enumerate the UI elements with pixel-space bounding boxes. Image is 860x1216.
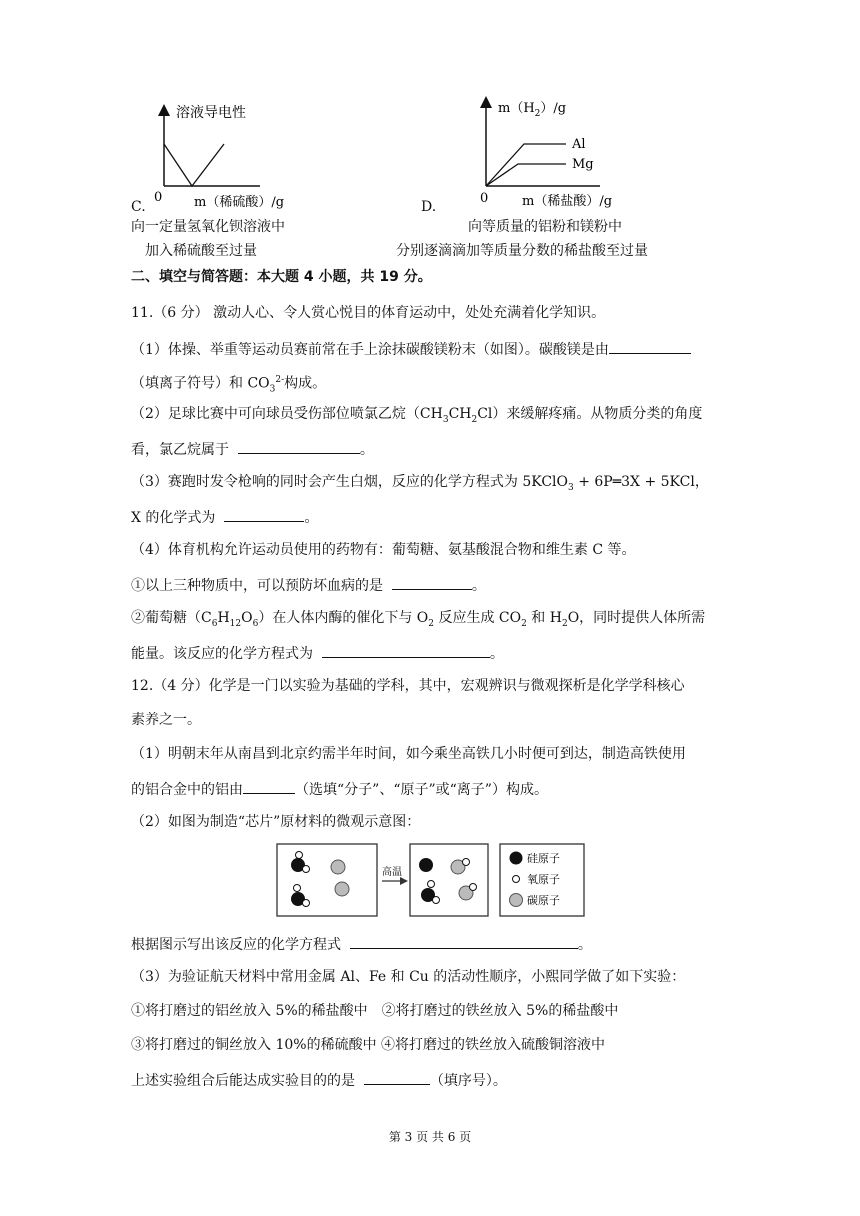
- o-atom: [294, 885, 301, 892]
- legend-o-icon: [513, 876, 520, 883]
- graph-d-ylabel: $m(H_2)/g$: [498, 101, 567, 119]
- q12-part3-answer-line: 上述实验组合后能达成实验目的的是 （填序号）。: [131, 1070, 507, 1090]
- graph-d-curve-al: [486, 144, 566, 186]
- q11-part2-line2: 看，氯乙烷属于 。: [131, 439, 374, 459]
- graph-c-option: C.: [131, 199, 146, 215]
- graph-c-curve: [164, 144, 224, 186]
- q12-part2-equation-line: 根据图示写出该反应的化学方程式 。: [131, 934, 592, 954]
- q11-part4-line3: ②葡萄糖$(C_6H_{12}O_6)$在人体内酶的催化下与 $O_2$ 反应生成 $CO_2$ 和 $H_2O$，同时提供人体所需: [131, 610, 706, 629]
- graph-d-caption-line2: 分别逐滴滴加等质量分数的稀盐酸至过量: [396, 243, 648, 259]
- q11-part1-line1: （1）体操、举重等运动员赛前常在手上涂抹碳酸镁粉末（如图）。碳酸镁是由: [131, 339, 691, 359]
- q11-part1-line2: （填离子符号）和 $CO_3^{2-}$构成。: [131, 375, 327, 395]
- arrow-label: 高温: [382, 867, 402, 878]
- section-title: 二、填空与简答题：本大题 4 小题，共 19 分。: [131, 269, 432, 285]
- q12-experiments-line2: ③将打磨过的铜丝放入 10%的稀硫酸中 ④将打磨过的铁丝放入硫酸铜溶液中: [131, 1037, 606, 1053]
- q12-part1-line2: 的铝合金中的铝由 （选填“分子”、“原子”或“离子”）构成。: [131, 779, 548, 799]
- legend-c-icon: [510, 894, 523, 907]
- graph-d-label-al: Al: [572, 137, 586, 152]
- o-atom: [470, 884, 477, 891]
- products-box: [410, 844, 488, 916]
- o-atom: [303, 866, 310, 873]
- q12-stem-line2: 素养之一。: [131, 712, 201, 728]
- graph-d-xlabel: m（稀盐酸）/g: [522, 194, 613, 209]
- q12-part3-intro: （3）为验证航天材料中常用金属 Al、Fe 和 Cu 的活动性顺序，小熙同学做了如下实验：: [131, 969, 686, 985]
- legend-o-label: 氧原子: [527, 873, 560, 886]
- q11-part4-line4: 能量。该反应的化学方程式为 。: [131, 643, 504, 663]
- reaction-arrowhead: [400, 877, 408, 885]
- graph-d-option: D.: [421, 199, 437, 215]
- q12-stem-line1: 12.（4 分）化学是一门以实验为基础的学科，其中，宏观辨识与微观探析是化学学科核心: [131, 678, 685, 694]
- graph-c: [120, 100, 320, 210]
- o-atom: [433, 897, 440, 904]
- q11-part1-blank[interactable]: [609, 339, 691, 354]
- q11-part3-line1: （3）赛跑时发令枪响的同时会产生白烟，反应的化学方程式为 5KClO$_3$ + 6P═3X + 5KCl，: [131, 474, 709, 493]
- graph-c-caption-line1: 向一定量氢氧化钡溶液中: [131, 219, 285, 235]
- q11-stem: 11.（6 分） 激动人心、令人赏心悦目的体育运动中，处处充满着化学知识。: [131, 305, 606, 321]
- q11-part4-line2: ①以上三种物质中，可以预防坏血病的是 。: [131, 575, 486, 595]
- o-atom: [296, 852, 303, 859]
- q12-part2-intro: （2）如图为制造“芯片”原材料的微观示意图：: [131, 814, 421, 830]
- o-atom: [428, 881, 435, 888]
- c-atom: [331, 860, 345, 874]
- q12-part1-line1: （1）明朝末年从南昌到北京约需半年时间，如今乘坐高铁几小时便可到达，制造高铁使用: [131, 746, 686, 762]
- graph-d-label-mg: Mg: [572, 157, 594, 172]
- graph-c-ylabel: 溶液导电性: [176, 105, 246, 121]
- graph-d-caption-line1: 向等质量的铝粉和镁粉中: [468, 219, 622, 235]
- q11-part4-blank1[interactable]: [392, 575, 472, 590]
- q11-part4-blank2[interactable]: [322, 643, 490, 658]
- q12-part3-blank[interactable]: [364, 1070, 430, 1085]
- page-footer: 第 3 页 共 6 页: [388, 1130, 472, 1144]
- graph-c-origin: 0: [154, 190, 163, 205]
- graph-d-origin: 0: [480, 191, 489, 206]
- legend-si-label: 硅原子: [527, 852, 560, 865]
- q12-part1-blank[interactable]: [243, 779, 295, 794]
- graph-d-curve-mg: [486, 164, 566, 186]
- reactants-box: [277, 844, 377, 916]
- q11-part3-line2: X 的化学式为 。: [131, 507, 318, 527]
- q11-part2-line1: （2）足球比赛中可向球员受伤部位喷氯乙烷$(CH_3CH_2Cl)$来缓解疼痛。从物质分类的角度: [131, 406, 703, 425]
- q11-part4-line1: （4）体育机构允许运动员使用的药物有：葡萄糖、氨基酸混合物和维生素 C 等。: [131, 542, 636, 558]
- q11-part2-blank[interactable]: [238, 439, 360, 454]
- si-atom: [419, 858, 433, 872]
- graph-d: [470, 92, 650, 210]
- graph-c-xlabel: m（稀硫酸）/g: [194, 195, 285, 210]
- o-atom: [463, 859, 470, 866]
- micro-diagram: [276, 843, 586, 919]
- graph-c-caption-line2: 加入稀硫酸至过量: [145, 243, 257, 259]
- c-atom: [335, 882, 349, 896]
- q12-part2-blank[interactable]: [350, 934, 578, 949]
- o-atom: [303, 900, 310, 907]
- legend-si-icon: [510, 852, 523, 865]
- q12-experiments-line1: ①将打磨过的铝丝放入 5%的稀盐酸中 ②将打磨过的铁丝放入 5%的稀盐酸中: [131, 1003, 619, 1019]
- q11-part3-blank[interactable]: [224, 507, 304, 522]
- legend-c-label: 碳原子: [527, 894, 560, 907]
